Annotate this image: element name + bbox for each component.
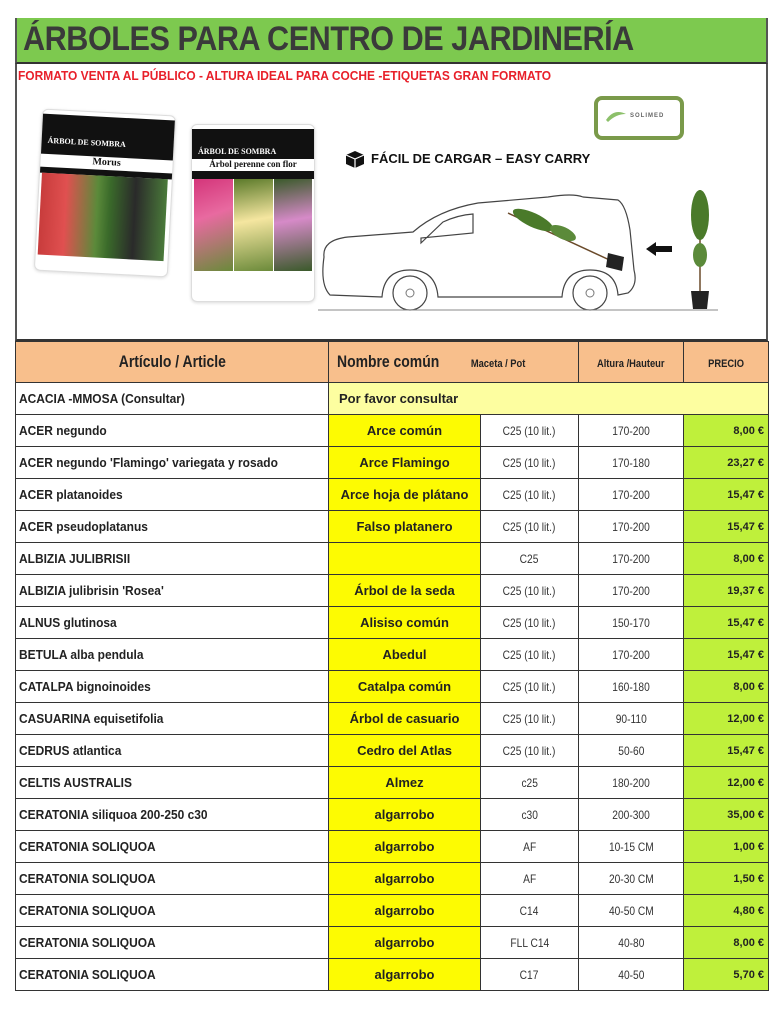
cell-article: ACER negundo 'Flamingo' variegata y rosado bbox=[16, 447, 329, 479]
cell-article: CERATONIA SOLIQUOA bbox=[16, 959, 329, 991]
cell-price: 15,47 € bbox=[684, 511, 769, 543]
header-price: PRECIO bbox=[684, 342, 769, 383]
cell-height: 10-15 CM bbox=[579, 831, 684, 863]
cell-article: ALBIZIA julibrisin 'Rosea' bbox=[16, 575, 329, 607]
table-row bbox=[16, 767, 769, 799]
cell-consult-note: Por favor consultar bbox=[329, 383, 769, 415]
table-row bbox=[16, 895, 769, 927]
card-name: Árbol perenne con flor bbox=[209, 159, 297, 169]
logo-text: SOLIMED bbox=[630, 113, 665, 119]
header-pot: Maceta / Pot bbox=[470, 358, 526, 370]
cell-article: BETULA alba pendula bbox=[16, 639, 329, 671]
cell-height: 150-170 bbox=[579, 607, 684, 639]
cell-common-name bbox=[329, 543, 481, 575]
label-card-perenne bbox=[191, 124, 315, 302]
cell-pot: c30 bbox=[481, 799, 579, 831]
cell-common-name: Árbol de la seda bbox=[329, 575, 481, 607]
cell-pot: AF bbox=[481, 863, 579, 895]
front-wheel bbox=[393, 276, 427, 310]
cell-article: CELTIS AUSTRALIS bbox=[16, 767, 329, 799]
cell-common-name: Abedul bbox=[329, 639, 481, 671]
table-row bbox=[16, 575, 769, 607]
header-article: Artículo / Article bbox=[16, 342, 329, 383]
title-bar bbox=[15, 18, 768, 64]
cell-price: 8,00 € bbox=[684, 543, 769, 575]
table-row bbox=[16, 927, 769, 959]
cell-common-name: Almez bbox=[329, 767, 481, 799]
cell-article: CERATONIA SOLIQUOA bbox=[16, 927, 329, 959]
cell-article: ACER negundo bbox=[16, 415, 329, 447]
label-card-morus bbox=[34, 109, 176, 278]
table-row bbox=[16, 639, 769, 671]
easy-carry-text: FÁCIL DE CARGAR – EASY CARRY bbox=[371, 151, 591, 166]
header-common-name: Nombre común bbox=[337, 352, 440, 371]
cell-pot: C25 (10 lit.) bbox=[481, 607, 579, 639]
rear-wheel bbox=[573, 276, 607, 310]
cell-height: 170-200 bbox=[579, 415, 684, 447]
table-row bbox=[16, 959, 769, 991]
cell-height: 170-200 bbox=[579, 479, 684, 511]
car-outline bbox=[323, 195, 635, 297]
cell-article: CATALPA bignoinoides bbox=[16, 671, 329, 703]
cell-common-name: algarrobo bbox=[329, 927, 481, 959]
cell-common-name: Árbol de casuario bbox=[329, 703, 481, 735]
cell-price: 23,27 € bbox=[684, 447, 769, 479]
card-category: ÁRBOL DE SOMBRA bbox=[198, 147, 277, 156]
cell-price: 15,47 € bbox=[684, 639, 769, 671]
mulberry-photo bbox=[38, 173, 168, 261]
cell-common-name: algarrobo bbox=[329, 959, 481, 991]
table-row bbox=[16, 703, 769, 735]
table-row bbox=[16, 479, 769, 511]
cell-common-name: algarrobo bbox=[329, 831, 481, 863]
cell-price: 12,00 € bbox=[684, 767, 769, 799]
cell-pot: C25 bbox=[481, 543, 579, 575]
table-header-row bbox=[16, 342, 769, 383]
cell-article: CASUARINA equisetifolia bbox=[16, 703, 329, 735]
cell-pot: C17 bbox=[481, 959, 579, 991]
cell-height: 50-60 bbox=[579, 735, 684, 767]
cell-height: 170-200 bbox=[579, 543, 684, 575]
flower-photo-1 bbox=[194, 179, 233, 271]
cell-height: 180-200 bbox=[579, 767, 684, 799]
cell-common-name: algarrobo bbox=[329, 799, 481, 831]
car-illustration bbox=[318, 185, 718, 315]
table-row bbox=[16, 607, 769, 639]
cell-height: 40-80 bbox=[579, 927, 684, 959]
tree-in-car bbox=[508, 204, 624, 271]
cell-pot: C25 (10 lit.) bbox=[481, 671, 579, 703]
cell-pot: C25 (10 lit.) bbox=[481, 447, 579, 479]
cell-article: ACER platanoides bbox=[16, 479, 329, 511]
cell-article: CERATONIA siliquoa 200-250 c30 bbox=[16, 799, 329, 831]
table-row-consult bbox=[16, 383, 769, 415]
cell-price: 35,00 € bbox=[684, 799, 769, 831]
cell-pot: c25 bbox=[481, 767, 579, 799]
flower-photo-2 bbox=[234, 179, 273, 271]
cell-price: 12,00 € bbox=[684, 703, 769, 735]
cell-pot: C14 bbox=[481, 895, 579, 927]
cell-height: 40-50 bbox=[579, 959, 684, 991]
cell-height: 40-50 CM bbox=[579, 895, 684, 927]
cell-pot: C25 (10 lit.) bbox=[481, 735, 579, 767]
cell-pot: AF bbox=[481, 831, 579, 863]
flower-photo-3 bbox=[274, 179, 312, 271]
cell-height: 170-200 bbox=[579, 575, 684, 607]
cell-price: 5,70 € bbox=[684, 959, 769, 991]
table-row bbox=[16, 511, 769, 543]
cell-height: 170-180 bbox=[579, 447, 684, 479]
cell-article: ACACIA -MMOSA (Consultar) bbox=[16, 383, 329, 415]
car-window bbox=[421, 214, 473, 243]
cell-price: 19,37 € bbox=[684, 575, 769, 607]
card-category: ÁRBOL DE SOMBRA bbox=[47, 135, 127, 150]
cell-pot: C25 (10 lit.) bbox=[481, 511, 579, 543]
header-height: Altura /Hauteur bbox=[579, 342, 684, 383]
solimed-logo bbox=[594, 96, 684, 140]
cell-article: CERATONIA SOLIQUOA bbox=[16, 895, 329, 927]
cell-common-name: Catalpa común bbox=[329, 671, 481, 703]
cell-height: 20-30 CM bbox=[579, 863, 684, 895]
table-row bbox=[16, 447, 769, 479]
cell-article: ACER pseudoplatanus bbox=[16, 511, 329, 543]
table-row bbox=[16, 671, 769, 703]
cell-common-name: Arce común bbox=[329, 415, 481, 447]
cell-pot: C25 (10 lit.) bbox=[481, 703, 579, 735]
cell-common-name: Alisiso común bbox=[329, 607, 481, 639]
arrow-left-icon bbox=[646, 242, 672, 256]
cell-price: 15,47 € bbox=[684, 735, 769, 767]
cell-price: 8,00 € bbox=[684, 927, 769, 959]
cell-pot: C25 (10 lit.) bbox=[481, 639, 579, 671]
table-row bbox=[16, 415, 769, 447]
cell-article: CERATONIA SOLIQUOA bbox=[16, 863, 329, 895]
cell-height: 170-200 bbox=[579, 639, 684, 671]
cell-common-name: Arce hoja de plátano bbox=[329, 479, 481, 511]
cell-height: 160-180 bbox=[579, 671, 684, 703]
cell-price: 15,47 € bbox=[684, 479, 769, 511]
card-name: Morus bbox=[92, 156, 122, 169]
cell-article: ALBIZIA JULIBRISII bbox=[16, 543, 329, 575]
table-row bbox=[16, 799, 769, 831]
header-common-name-pot bbox=[329, 342, 579, 383]
cell-common-name: algarrobo bbox=[329, 863, 481, 895]
table-row bbox=[16, 831, 769, 863]
cell-price: 1,00 € bbox=[684, 831, 769, 863]
cell-article: CEDRUS atlantica bbox=[16, 735, 329, 767]
leaf-icon bbox=[604, 110, 628, 124]
cell-price: 1,50 € bbox=[684, 863, 769, 895]
cell-common-name: algarrobo bbox=[329, 895, 481, 927]
price-table bbox=[15, 341, 769, 991]
cell-price: 4,80 € bbox=[684, 895, 769, 927]
table-row bbox=[16, 735, 769, 767]
page-title: ÁRBOLES PARA CENTRO DE JARDINERÍA bbox=[23, 20, 634, 58]
cell-pot: FLL C14 bbox=[481, 927, 579, 959]
cell-common-name: Falso platanero bbox=[329, 511, 481, 543]
cell-height: 170-200 bbox=[579, 511, 684, 543]
table-row bbox=[16, 863, 769, 895]
cell-price: 8,00 € bbox=[684, 415, 769, 447]
cell-pot: C25 (10 lit.) bbox=[481, 479, 579, 511]
box-icon bbox=[345, 150, 365, 168]
cell-price: 8,00 € bbox=[684, 671, 769, 703]
cell-height: 200-300 bbox=[579, 799, 684, 831]
cell-height: 90-110 bbox=[579, 703, 684, 735]
cell-common-name: Arce Flamingo bbox=[329, 447, 481, 479]
cell-pot: C25 (10 lit.) bbox=[481, 415, 579, 447]
table-row bbox=[16, 543, 769, 575]
cell-pot: C25 (10 lit.) bbox=[481, 575, 579, 607]
cell-price: 15,47 € bbox=[684, 607, 769, 639]
cell-article: CERATONIA SOLIQUOA bbox=[16, 831, 329, 863]
standing-tree bbox=[691, 190, 709, 309]
cell-common-name: Cedro del Atlas bbox=[329, 735, 481, 767]
cell-article: ALNUS glutinosa bbox=[16, 607, 329, 639]
subtitle: FORMATO VENTA AL PÚBLICO - ALTURA IDEAL PARA COCHE -ETIQUETAS GRAN FORMATO bbox=[18, 68, 552, 83]
